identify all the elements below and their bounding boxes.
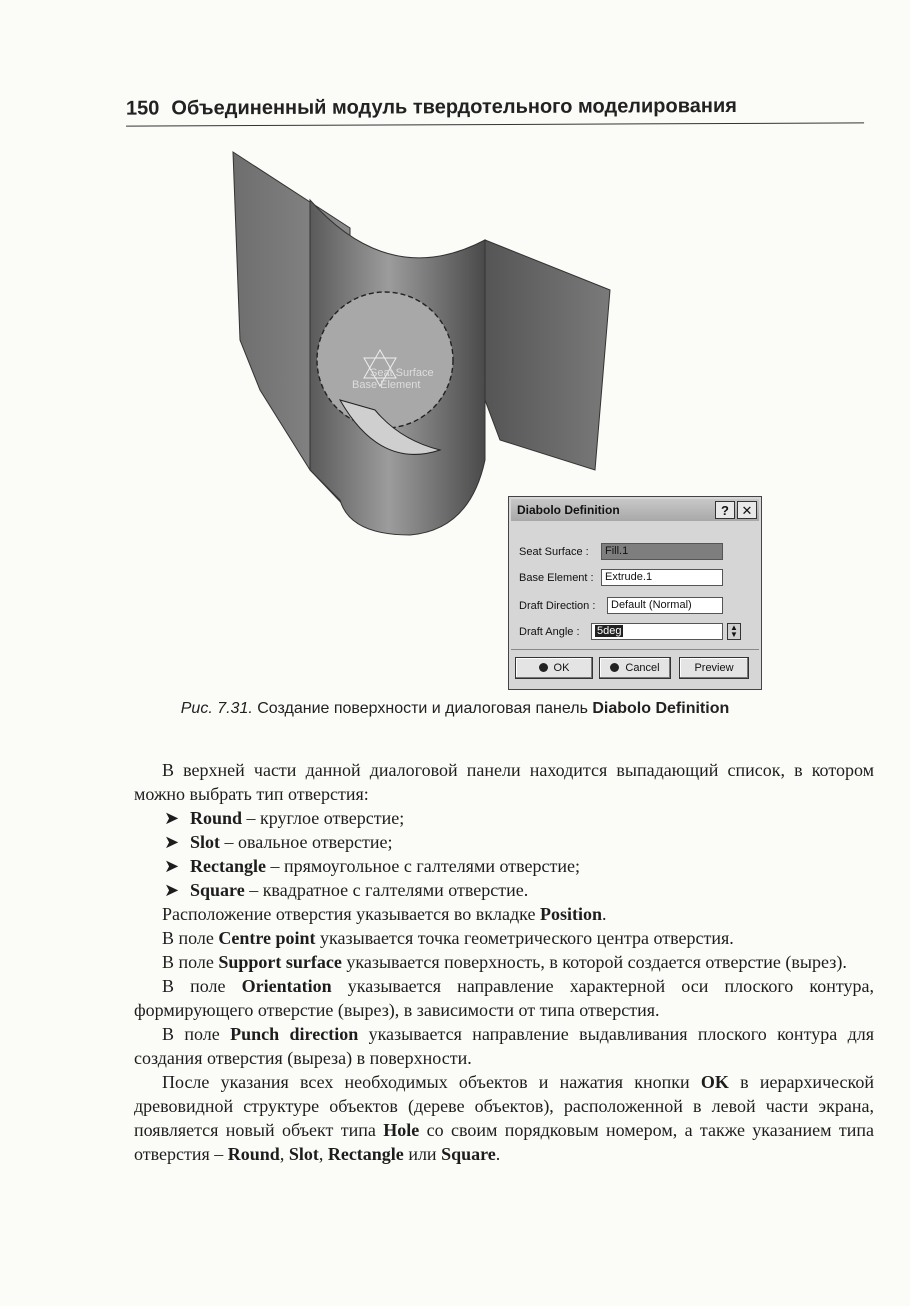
caption-number: Рис. 7.31. <box>180 700 253 717</box>
bullet-desc: – квадратное с галтелями отверстие. <box>244 880 529 900</box>
draft-direction-field[interactable]: Default (Normal) <box>607 597 723 614</box>
paragraph-orientation: В поле Orientation указывается направление характерной оси плоского контура, формирующего отверстие (вырез), в зависимости от типа отверстия. <box>134 976 874 1020</box>
preview-button[interactable]: Preview <box>679 657 749 679</box>
seat-disk <box>317 292 453 428</box>
bullet-term: Slot <box>190 832 221 852</box>
list-item <box>164 830 874 854</box>
marker-label-2: Base Element <box>352 379 421 391</box>
bullet-arrow-icon: ➤ <box>164 832 180 852</box>
cancel-icon <box>610 663 619 672</box>
list-item <box>164 806 874 830</box>
bullet-arrow-icon: ➤ <box>164 808 180 828</box>
list-item <box>164 878 874 902</box>
page-header <box>126 88 864 126</box>
bullet-desc: – круглое отверстие; <box>242 808 405 828</box>
hole-type-list <box>134 806 874 902</box>
close-button[interactable]: ✕ <box>737 501 757 519</box>
caption-text: Создание поверхности и диалоговая панель <box>252 700 593 717</box>
dialog-title: Diabolo Definition <box>517 503 620 517</box>
dialog-title-bar[interactable] <box>511 499 759 521</box>
cancel-button[interactable] <box>599 657 671 679</box>
bullet-term: Round <box>190 808 243 828</box>
paragraph-centre-point: В поле Centre point указывается точка геометрического центра отверстия. <box>162 928 734 948</box>
seat-surface-label: Seat Surface : <box>519 546 589 558</box>
caption-bold: Diabolo Definition <box>592 700 730 717</box>
draft-direction-label: Draft Direction : <box>519 600 596 612</box>
bullet-term: Square <box>190 880 245 900</box>
base-element-label: Base Element : <box>519 572 594 584</box>
paragraph-support-surface: В поле Support surface указывается поверхность, в которой создается отверстие (вырез). <box>162 952 847 972</box>
draft-direction-row <box>519 597 595 615</box>
seat-surface-field[interactable]: Fill.1 <box>601 543 723 560</box>
diabolo-definition-dialog <box>508 496 762 690</box>
help-button[interactable]: ? <box>715 501 735 519</box>
figure-caption <box>0 700 910 718</box>
right-wall <box>485 240 610 470</box>
bullet-arrow-icon: ➤ <box>164 880 180 900</box>
draft-angle-label: Draft Angle : <box>519 626 580 638</box>
draft-angle-field[interactable] <box>591 623 723 640</box>
list-item <box>164 854 874 878</box>
cancel-label: Cancel <box>625 662 660 674</box>
draft-angle-row <box>519 623 580 641</box>
body-text <box>134 758 874 1166</box>
page-header-title: Объединенный модуль твердотельного моделирования <box>171 94 737 120</box>
seat-surface-row <box>519 543 589 561</box>
paragraph-hole-object: После указания всех необходимых объектов и нажатия кнопки OK в иерархической древовидной структуре объектов (дереве объектов), расположенной в левой части экрана, появляется новый объект типа Hole со своим порядковым номером, а также указанием типа отверстия – Round, Slot, Rectangle или Square. <box>134 1072 875 1164</box>
bullet-desc: – овальное отверстие; <box>220 832 393 852</box>
bullet-arrow-icon: ➤ <box>164 856 180 876</box>
bullet-term: Rectangle <box>190 856 266 876</box>
intro-paragraph: В верхней части данной диалоговой панели находится выпадающий список, в котором можно выбрать тип отверстия: <box>134 760 874 804</box>
base-element-row <box>519 569 594 587</box>
marker-label-1: Seat Surface <box>370 367 434 379</box>
paragraph-position: Расположение отверстия указывается во вкладке Position. <box>162 904 607 924</box>
ok-icon <box>539 663 548 672</box>
bullet-desc: – прямоугольное с галтелями отверстие; <box>265 856 580 876</box>
page-number: 150 <box>125 97 160 120</box>
draft-angle-value: 5deg <box>597 625 622 637</box>
dialog-separator <box>511 649 759 650</box>
paragraph-punch-direction: В поле Punch direction указывается направление выдавливания плоского контура для создания отверстия (выреза) в поверхности. <box>134 1024 874 1068</box>
title-buttons <box>715 501 757 519</box>
ok-label: OK <box>553 662 570 674</box>
draft-angle-spinner[interactable]: ▲ ▼ <box>727 623 741 640</box>
ok-button[interactable] <box>515 657 593 679</box>
base-element-field[interactable]: Extrude.1 <box>601 569 723 586</box>
